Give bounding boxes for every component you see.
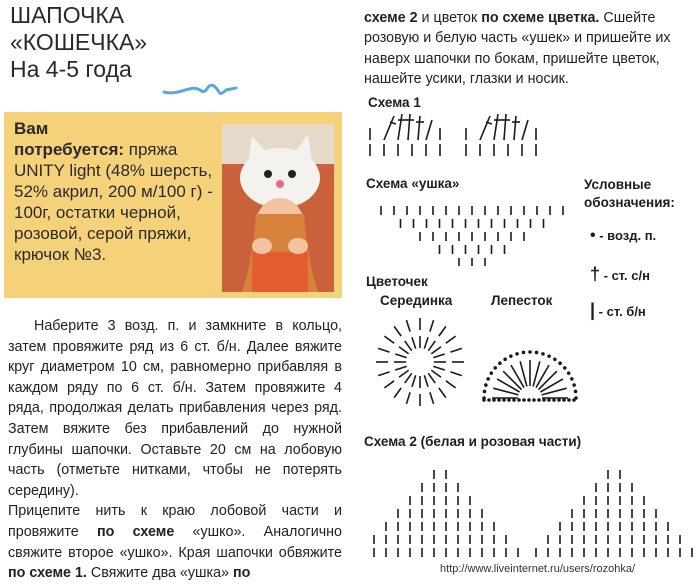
legend-text-sc: - ст. б/н xyxy=(598,304,646,319)
chain-dot xyxy=(527,398,531,402)
stitch-mark xyxy=(439,326,446,336)
instructions-right-bold-1: схеме 2 xyxy=(364,10,418,26)
chain-dot xyxy=(503,358,507,362)
legend-text-chain: - возд. п. xyxy=(599,228,657,243)
legend-item-chain xyxy=(590,227,656,245)
chain-dot xyxy=(535,351,539,355)
stitch-mark xyxy=(406,320,410,331)
chain-dot xyxy=(553,358,557,362)
chain-dot xyxy=(542,398,546,402)
stitch-mark xyxy=(450,372,461,376)
scheme1-label: Схема 1 xyxy=(368,95,421,110)
ear-scheme-diagram xyxy=(368,200,578,266)
chain-dot xyxy=(507,398,511,402)
stitch-mark xyxy=(405,341,412,351)
stitch-mark xyxy=(503,371,521,389)
stitch-mark xyxy=(538,371,556,389)
flower-center-stitches xyxy=(376,318,464,406)
legend-title-1: Условные xyxy=(584,177,652,192)
chain-dot xyxy=(522,351,526,355)
chain-dot xyxy=(557,398,561,402)
legend-title xyxy=(584,176,675,212)
chain-dot xyxy=(512,398,516,402)
legend-symbol-dot: • xyxy=(590,227,596,244)
child-photo xyxy=(222,124,334,292)
ear-scheme-stitches xyxy=(381,206,563,266)
legend-symbol-bar: | xyxy=(590,300,596,320)
scheme2-diagram xyxy=(364,458,698,570)
instructions-paragraph-1: Наберите 3 возд. п. и замкните в кольцо, затем провяжите ряд из 6 ст. б/н. Далее вяжите круг диаметром 10 см, равномерно прибавляя в каждом ряду по 6 ст. б/н. Затем провяжите 4 ряда, продолжая делать прибавления через ряд. Затем вяжите без прибавлений до нужной глубины шапочки. Оставьте 20 см на лобовую часть (отметьте нитками, чтобы не потерять середину). xyxy=(8,318,342,499)
center-label: Серединка xyxy=(380,293,453,308)
instructions-bold-3: по xyxy=(232,565,251,582)
stitch-mark xyxy=(384,381,394,388)
stitch-mark xyxy=(395,354,406,358)
chain-dot xyxy=(497,398,501,402)
instructions-paragraph-2a: Прицепите нить к краю лобовой части и провяжите xyxy=(8,503,342,540)
chain-dot xyxy=(487,398,491,402)
source-url: http://www.liveinternet.ru/users/rozohka/ xyxy=(440,563,636,575)
chain-dot xyxy=(532,398,536,402)
petal-stitches xyxy=(482,350,578,402)
stitch-mark xyxy=(412,375,416,386)
chain-dot xyxy=(502,398,506,402)
child-with-hat-image xyxy=(222,124,334,292)
title-line-2: «КОШЕЧКА» xyxy=(10,29,148,55)
chain-dot xyxy=(547,354,551,358)
stitch-mark xyxy=(399,347,409,354)
stitch-mark xyxy=(450,348,461,352)
petal-diagram xyxy=(480,318,580,408)
instructions-right-bold-2: по схеме цветка. xyxy=(481,10,600,26)
stitch-mark xyxy=(433,354,444,358)
chain-dot xyxy=(493,366,497,370)
materials-text xyxy=(14,118,214,265)
stitch-mark xyxy=(446,336,456,343)
materials-list: пряжа UNITY light (48% шерсть, 52% акрил, 200 м/100 г) - 100г, остатки черной, розовой, серой пряжи, крючок №3. xyxy=(14,140,213,264)
stitch-mark xyxy=(424,375,428,386)
materials-heading-1: Вам xyxy=(14,119,49,138)
stitch-mark xyxy=(428,341,435,351)
yarn-icon xyxy=(160,78,240,102)
instructions-paragraph-2c: «ушко». Аналогично свяжите второе «ушко». Края шапочки обвяжите xyxy=(8,523,343,561)
chain-dot xyxy=(567,371,571,375)
chain-dot xyxy=(522,398,526,402)
legend-symbol-cross: † xyxy=(590,264,601,284)
chain-dot xyxy=(482,398,486,402)
instructions-paragraph-2e: Свяжите два «ушка» xyxy=(86,565,233,582)
scheme1-diagram xyxy=(362,110,692,160)
chain-dot xyxy=(486,377,490,381)
instructions-right-text-2: Сшейте розовую и белую часть «ушек» и пришейте их наверх шапочки по бокам, пришейте цветок, нашейте усики, глазки и носик. xyxy=(364,10,671,88)
chain-dot xyxy=(528,350,532,354)
stitch-mark xyxy=(378,348,389,352)
instructions-right xyxy=(364,8,696,90)
title-block xyxy=(10,2,147,83)
legend-title-2: обозначения: xyxy=(584,195,675,210)
chain-dot xyxy=(490,371,494,375)
scheme2-stitches xyxy=(364,470,692,557)
flower-center-diagram xyxy=(370,312,470,412)
stitch-mark xyxy=(431,347,441,354)
chain-dot xyxy=(572,383,576,387)
ear-scheme-label: Схема «ушка» xyxy=(366,176,460,191)
stitch-mark xyxy=(406,392,410,403)
stitch-mark xyxy=(439,388,446,398)
stitch-mark xyxy=(378,372,389,376)
chain-dot xyxy=(492,398,496,402)
stitch-mark xyxy=(405,373,412,383)
chain-dot xyxy=(484,383,488,387)
flower-label: Цветочек xyxy=(366,274,428,289)
materials-heading-2: потребуется: xyxy=(14,140,125,159)
chain-dot xyxy=(509,354,513,358)
chain-dot xyxy=(563,366,567,370)
stitch-mark xyxy=(399,370,409,377)
instructions-right-text-1: и цветок xyxy=(417,10,482,26)
chain-dot xyxy=(537,398,541,402)
stitch-mark xyxy=(395,366,406,370)
chain-dot xyxy=(570,377,574,381)
stitch-mark xyxy=(433,366,444,370)
stitch-mark xyxy=(412,337,416,348)
chain-dot xyxy=(574,390,578,394)
stitch-mark xyxy=(394,388,401,398)
title-subline: На 4-5 года xyxy=(10,56,132,82)
chain-dot xyxy=(572,398,576,402)
stitch-mark xyxy=(430,320,434,331)
legend-item-dc xyxy=(590,264,650,285)
petal-label: Лепесток xyxy=(491,293,553,308)
legend-text-dc: - ст. с/н xyxy=(603,268,650,283)
chain-dot xyxy=(483,390,487,394)
instructions-bold-2: по схеме 1. xyxy=(8,565,87,582)
stitch-mark xyxy=(446,381,456,388)
stitch-mark xyxy=(424,337,428,348)
instructions-left xyxy=(8,316,342,584)
stitch-mark xyxy=(394,326,401,336)
title-line-1: ШАПОЧКА xyxy=(10,2,125,28)
stitch-mark xyxy=(430,392,434,403)
chain-dot xyxy=(517,398,521,402)
scheme1-stitches xyxy=(370,114,536,156)
chain-dot xyxy=(515,352,519,356)
scheme2-label: Схема 2 (белая и розовая части) xyxy=(364,434,582,449)
stitch-mark xyxy=(428,373,435,383)
chain-dot xyxy=(562,398,566,402)
chain-dot xyxy=(567,398,571,402)
chain-dot xyxy=(552,398,556,402)
chain-dot xyxy=(558,361,562,365)
chain-dot xyxy=(547,398,551,402)
stitch-mark xyxy=(431,370,441,377)
chain-dot xyxy=(541,352,545,356)
legend-item-sc xyxy=(590,300,646,321)
chain-dot xyxy=(498,361,502,365)
instructions-bold-1: по схеме xyxy=(96,523,175,540)
stitch-mark xyxy=(384,336,394,343)
